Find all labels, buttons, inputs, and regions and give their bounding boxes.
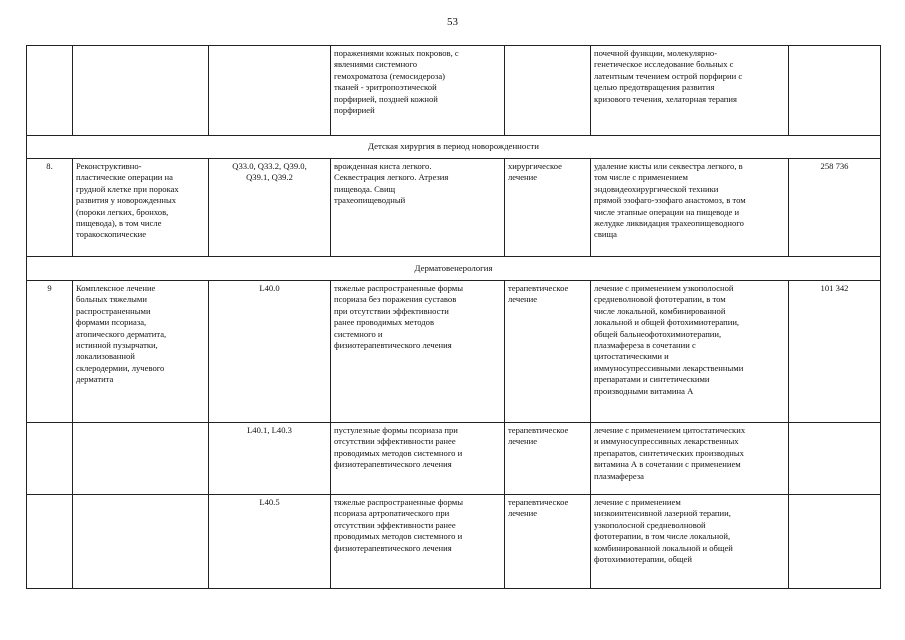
care-name-cell bbox=[73, 46, 209, 136]
cost-cell bbox=[789, 495, 881, 589]
treatment-method-cell: почечной функции, молекулярно- генетическое исследование больных с латентным течением острой порфирии с целью предотвращения развития кризового течения, хелаторная терапия bbox=[591, 46, 789, 136]
section-title: Детская хирургия в период новорожденности bbox=[27, 136, 881, 159]
row-number-cell bbox=[27, 46, 73, 136]
cost-cell: 101 342 bbox=[789, 281, 881, 423]
cost-cell: 258 736 bbox=[789, 159, 881, 257]
icd-codes-cell: L40.1, L40.3 bbox=[209, 423, 331, 495]
row-number-cell: 9 bbox=[27, 281, 73, 423]
page-number: 53 bbox=[447, 16, 458, 28]
icd-codes-cell: L40.0 bbox=[209, 281, 331, 423]
treatment-kind-cell: терапевтическое лечение bbox=[505, 423, 591, 495]
icd-codes-cell: Q33.0, Q33.2, Q39.0, Q39.1, Q39.2 bbox=[209, 159, 331, 257]
section-title: Дерматовенерология bbox=[27, 257, 881, 281]
table-row bbox=[27, 423, 881, 495]
treatment-kind-cell: терапевтическое лечение bbox=[505, 495, 591, 589]
patient-model-cell: тяжелые распространенные формы псориаза артропатического при отсутствии эффективности ранее проводимых методов системного и физиотерапевтического лечения bbox=[331, 495, 505, 589]
care-name-cell bbox=[73, 495, 209, 589]
treatment-method-cell: лечение с применением цитостатических и иммуносупрессивных лекарственных препаратов, синтетических производных витамина А в сочетании с применением плазмафереза bbox=[591, 423, 789, 495]
table-row bbox=[27, 159, 881, 257]
medical-care-table bbox=[26, 45, 881, 589]
section-header-row bbox=[27, 257, 881, 281]
table-row bbox=[27, 495, 881, 589]
treatment-method-cell: лечение с применением низкоинтенсивной лазерной терапии, узкополосной средневолновой фототерапии, в том числе локальной, комбинированной локальной и общей фотохимиотерапии, общей bbox=[591, 495, 789, 589]
cost-cell bbox=[789, 423, 881, 495]
treatment-method-cell: удаление кисты или секвестра легкого, в том числе с применением эндовидеохирургической техники прямой эзофаго-эзофаго анастомоз, в том числе этапные операции на пищеводе и желудке ликвидация трахеопищеводного свища bbox=[591, 159, 789, 257]
treatment-kind-cell bbox=[505, 46, 591, 136]
row-number-cell bbox=[27, 423, 73, 495]
patient-model-cell: тяжелые распространенные формы псориаза без поражения суставов при отсутствии эффективности ранее проводимых методов системного и физиотерапевтического лечения bbox=[331, 281, 505, 423]
patient-model-cell: пустулезные формы псориаза при отсутствии эффективности ранее проводимых методов системного и физиотерапевтического лечения bbox=[331, 423, 505, 495]
row-number-cell bbox=[27, 495, 73, 589]
care-name-cell: Комплексное лечение больных тяжелыми распространенными формами псориаза, атопического дерматита, истинной пузырчатки, локализованной склеродермии, лучевого дерматита bbox=[73, 281, 209, 423]
row-number-cell: 8. bbox=[27, 159, 73, 257]
section-header-row bbox=[27, 136, 881, 159]
treatment-kind-cell: хирургическое лечение bbox=[505, 159, 591, 257]
cost-cell bbox=[789, 46, 881, 136]
patient-model-cell: врожденная киста легкого. Секвестрация легкого. Атрезия пищевода. Свищ трахеопищеводный bbox=[331, 159, 505, 257]
icd-codes-cell bbox=[209, 46, 331, 136]
care-name-cell bbox=[73, 423, 209, 495]
table-row bbox=[27, 46, 881, 136]
patient-model-cell: поражениями кожных покровов, с явлениями системного гемохроматоза (гемосидероза) тканей - эритропоэтической порфирией, поздней кожной порфирией bbox=[331, 46, 505, 136]
treatment-kind-cell: терапевтическое лечение bbox=[505, 281, 591, 423]
care-name-cell: Реконструктивно- пластические операции на грудной клетке при пороках развития у новорожденных (пороки легких, бронхов, пищевода), в том числе торакоскопические bbox=[73, 159, 209, 257]
icd-codes-cell: L40.5 bbox=[209, 495, 331, 589]
table-row bbox=[27, 281, 881, 423]
treatment-method-cell: лечение с применением узкополосной средневолновой фототерапии, в том числе локальной, комбинированной локальной и общей фотохимиотерапии, общей бальнеофотохимиотерапии, плазмафереза в сочетании с цитостатическими и иммуносупрессивными лекарственными препаратами и синтетическими производными витамина А bbox=[591, 281, 789, 423]
